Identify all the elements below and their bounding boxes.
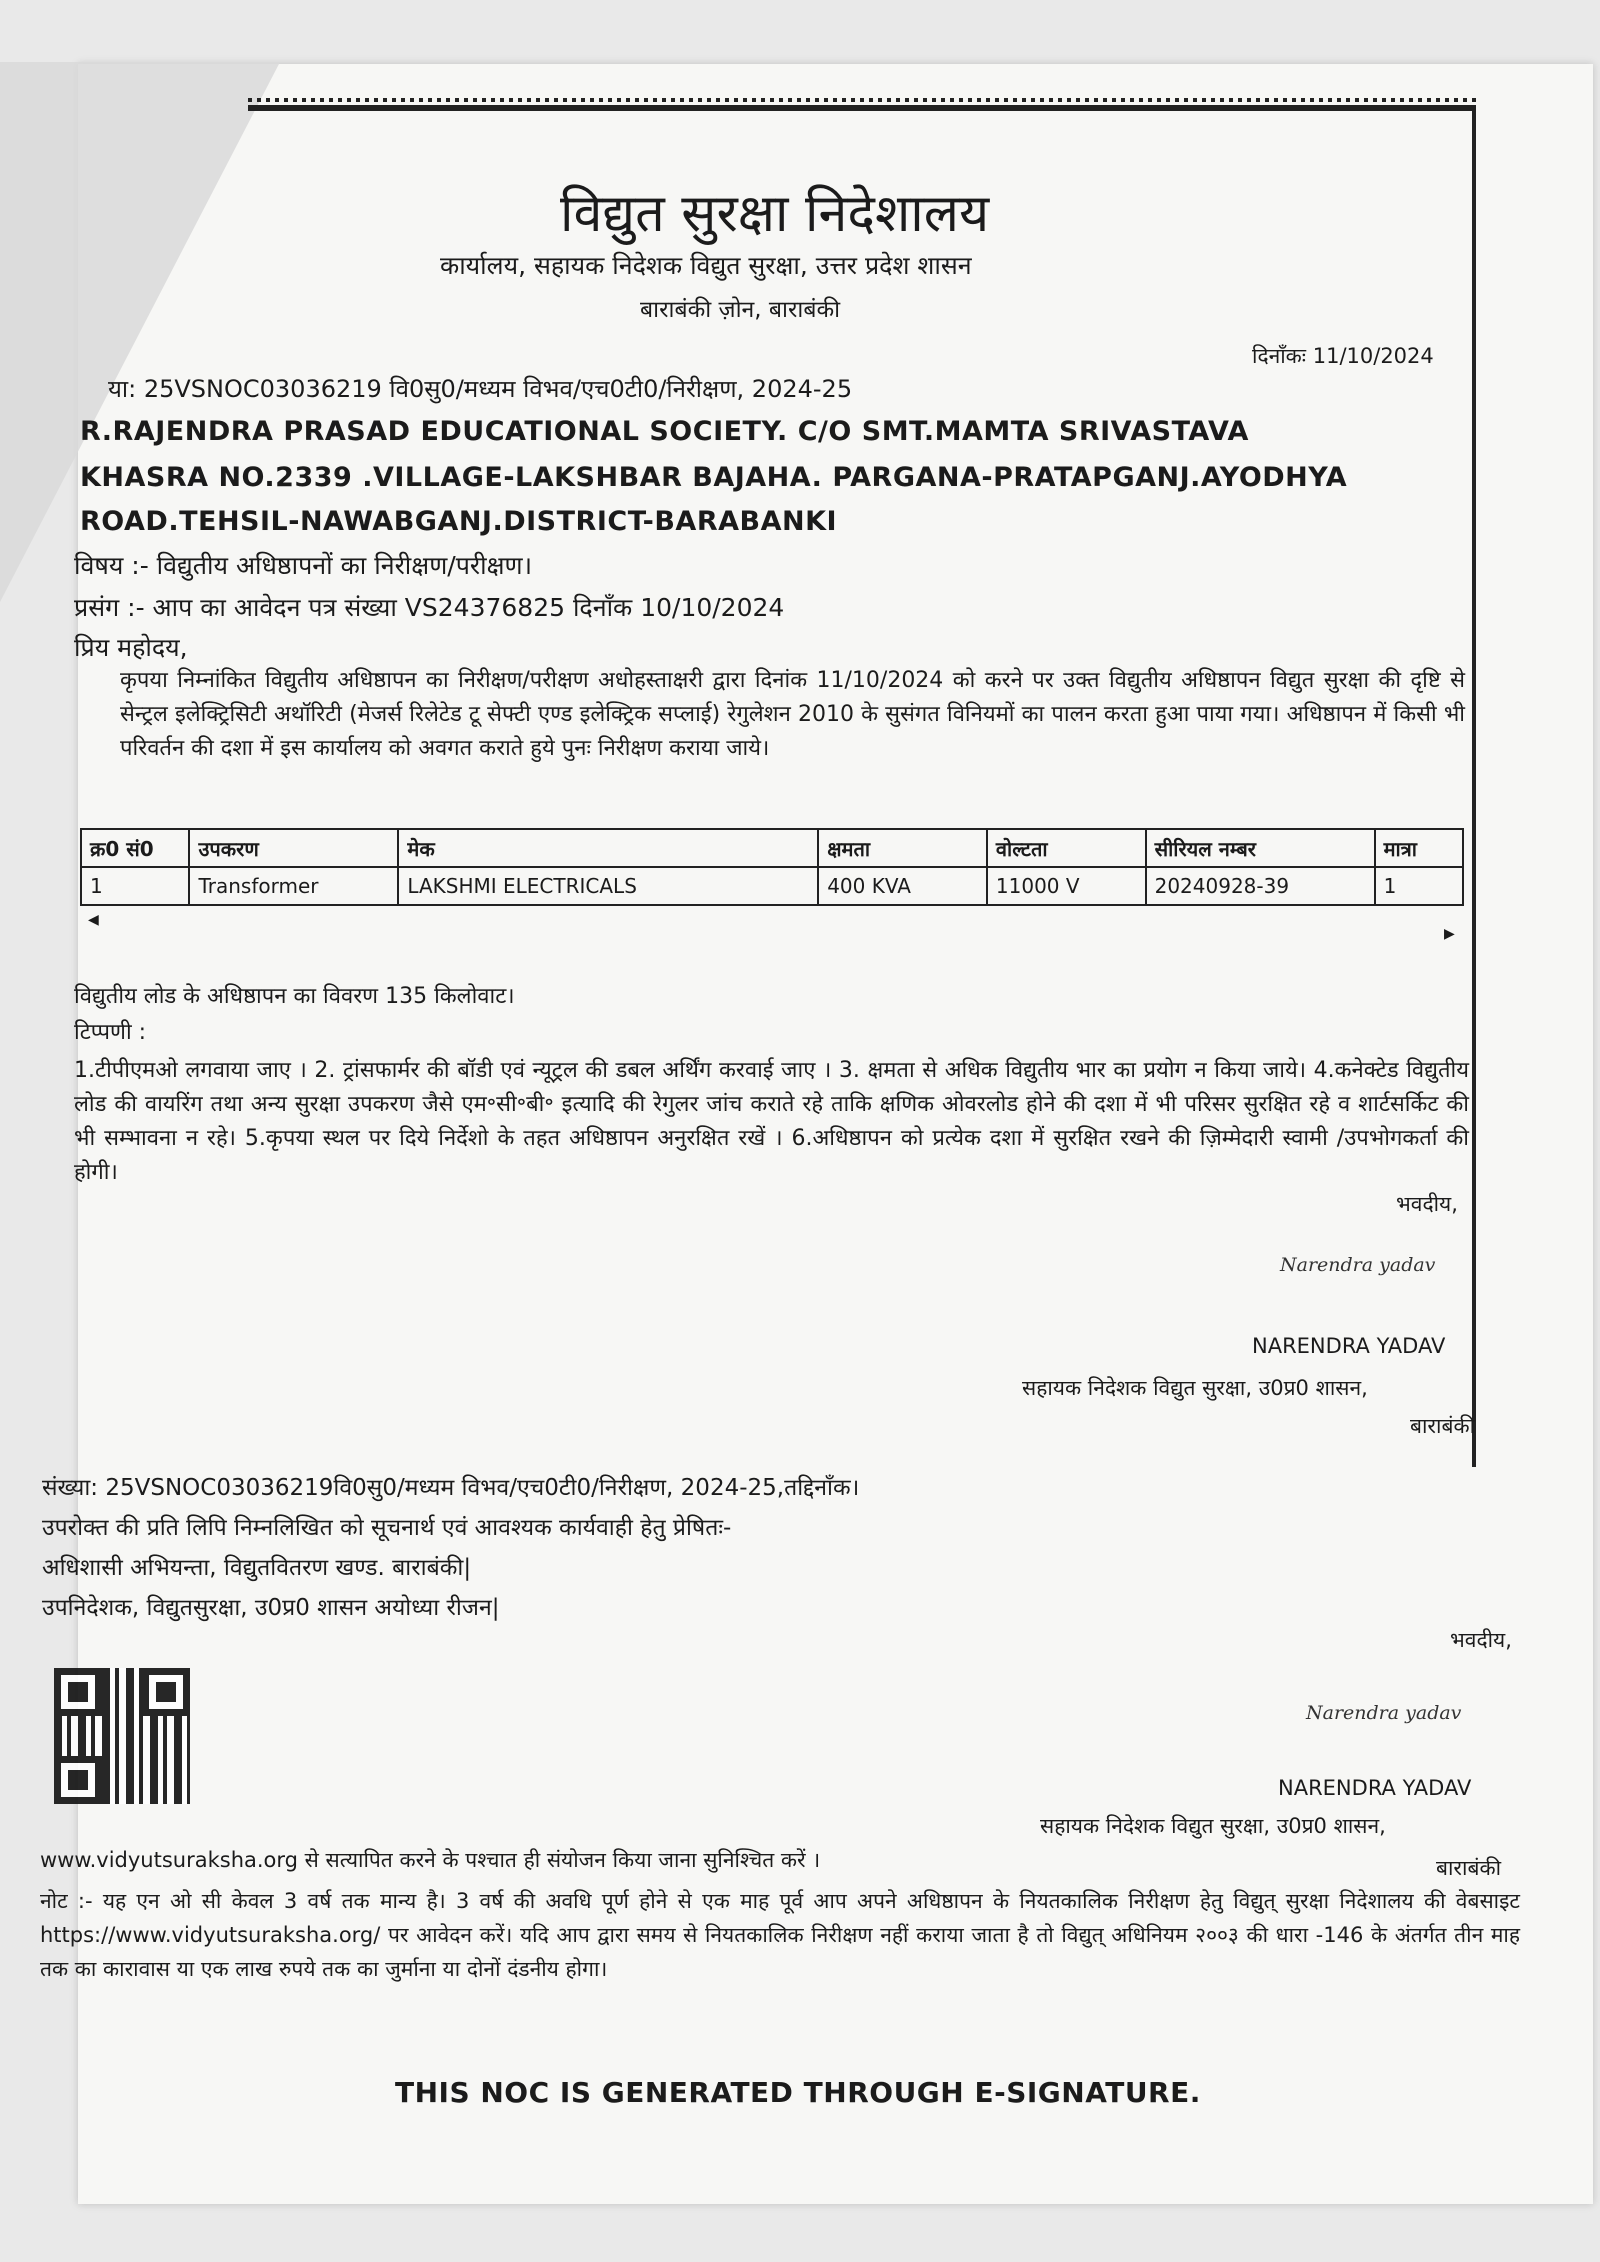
border-perforation — [248, 98, 1478, 102]
handwritten-signature-2: Narendra yadav — [1306, 1702, 1462, 1724]
table-cell: 1 — [81, 867, 189, 905]
scroll-right-arrow-icon: ▶ — [1444, 926, 1455, 942]
handwritten-signature-1: Narendra yadav — [1280, 1254, 1436, 1276]
signatory-place-1: बाराबंकी — [1410, 1414, 1476, 1438]
office-name: कार्यालय, सहायक निदेशक विद्युत सुरक्षा, उत्तर प्रदेश शासन — [440, 251, 972, 280]
table-row — [81, 867, 1463, 905]
copy-recipient: उपनिदेशक, विद्युतसुरक्षा, उ0प्र0 शासन अयोध्या रीजन| — [42, 1595, 500, 1621]
table-header-row — [81, 829, 1463, 867]
copy-reference: संख्या: 25VSNOC03036219वि0सु0/मध्यम विभव/एच0टी0/निरीक्षण, 2024-25,तद्दिनाँक। — [42, 1475, 860, 1501]
salutation: प्रिय महोदय, — [74, 633, 188, 662]
table-cell: 400 KVA — [818, 867, 987, 905]
closing-2: भवदीय, — [1450, 1628, 1512, 1652]
column-header: सीरियल नम्बर — [1146, 829, 1375, 867]
table-cell: Transformer — [189, 867, 398, 905]
department-title: विद्युत सुरक्षा निदेशालय — [560, 184, 990, 244]
subject-line: विषय :- विद्युतीय अधिष्ठापनों का निरीक्षण/परीक्षण। — [74, 551, 533, 580]
remarks-label: टिप्पणी : — [74, 1020, 147, 1045]
column-header: उपकरण — [189, 829, 398, 867]
address-line: ROAD.TEHSIL-NAWABGANJ.DISTRICT-BARABANKI — [80, 506, 838, 537]
table-cell: 20240928-39 — [1146, 867, 1375, 905]
qr-code-icon — [54, 1668, 190, 1804]
signatory-name-1: NARENDRA YADAV — [1252, 1334, 1446, 1358]
column-header: वोल्टता — [987, 829, 1146, 867]
signatory-designation-2: सहायक निदेशक विद्युत सुरक्षा, उ0प्र0 शासन, — [1040, 1814, 1386, 1838]
copy-forward-line: उपरोक्त की प्रति लिपि निम्नलिखित को सूचनार्थ एवं आवश्यक कार्यवाही हेतु प्रेषितः- — [42, 1515, 732, 1541]
table-cell: 11000 V — [987, 867, 1146, 905]
inspection-body: कृपया निम्नांकित विद्युतीय अधिष्ठापन का निरीक्षण/परीक्षण अधोहस्ताक्षरी द्वारा दिनांक 11/10/2024 को करने पर उक्त विद्युतीय अधिष्ठापन विद्युत सुरक्षा की दृष्टि से सेन्ट्रल इलेक्ट्रिसिटी अथॉरिटी (मेजर्स रिलेटेड टू सेफ्टी एण्ड इलेक्ट्रिक सप्लाई) रेगुलेशन 2010 के सुसंगत विनियमों का पालन करता हुआ पाया गया। अधिष्ठापन में किसी भी परिवर्तन की दशा में इस कार्यालय को अवगत कराते हुये पुनः निरीक्षण कराया जाये। — [120, 668, 1465, 761]
table-cell: 1 — [1375, 867, 1463, 905]
validity-note: नोट :- यह एन ओ सी केवल 3 वर्ष तक मान्य है। 3 वर्ष की अवधि पूर्ण होने से एक माह पूर्व आप अपने अधिष्ठापन के नियतकालिक निरीक्षण हेतु विद्युत् सुरक्षा निदेशालय की वेबसाइट https://www.vidyutsuraksha.org/ पर आवेदन करें। यदि आप द्वारा समय से नियतकालिक निरीक्षण नहीं कराया जाता है तो विद्युत् अधिनियम २००३ की धारा -146 के अंतर्गत तीन माह तक का कारावास या एक लाख रुपये तक का जुर्माना या दोनों दंडनीय होगा। — [40, 1889, 1520, 1981]
table-cell: LAKSHMI ELECTRICALS — [398, 867, 818, 905]
signatory-place-2: बाराबंकी — [1436, 1856, 1502, 1880]
load-details: विद्युतीय लोड के अधिष्ठापन का विवरण 135 किलोवाट। — [74, 984, 515, 1009]
column-header: मेक — [398, 829, 818, 867]
column-header: क्षमता — [818, 829, 987, 867]
equipment-table — [80, 828, 1464, 906]
remarks-text: 1.टीपीएमओ लगवाया जाए । 2. ट्रांसफार्मर की बॉडी एवं न्यूट्रल की डबल अर्थिंग करवाई जाए । 3. क्षमता से अधिक विद्युतीय भार का प्रयोग न किया जाये। 4.कनेक्टेड विद्युतीय लोड की वायरिंग तथा अन्य सुरक्षा उपकरण जैसे एम॰सी॰बी॰ इत्यादि की रेगुलर जांच कराते रहे ताकि क्षणिक ओवरलोड होने की दशा में भी परिसर सुरक्षित रहे व शार्टसर्किट की भी सम्भावना न रहे। 5.कृपया स्थल पर दिये निर्देशो के तहत अधिष्ठापन अनुरक्षित रखें । 6.अधिष्ठापन को प्रत्येक दशा में सुरक्षित रखने की ज़िम्मेदारी स्वामी /उपभोगकर्ता की होगी। — [74, 1058, 1469, 1185]
column-header: क्र0 सं0 — [81, 829, 189, 867]
zone-name: बाराबंकी ज़ोन, बाराबंकी — [640, 297, 841, 323]
signatory-designation-1: सहायक निदेशक विद्युत सुरक्षा, उ0प्र0 शासन, — [1022, 1376, 1368, 1400]
verification-notice: www.vidyutsuraksha.org से सत्यापित करने के पश्चात ही संयोजन किया जाना सुनिश्चित करें । — [40, 1848, 821, 1872]
copy-recipient: अधिशासी अभियन्ता, विद्युतवितरण खण्ड. बाराबंकी| — [42, 1555, 472, 1581]
context-line: प्रसंग :- आप का आवेदन पत्र संख्या VS24376825 दिनाँक 10/10/2024 — [74, 593, 785, 622]
address-line: KHASRA NO.2339 .VILLAGE-LAKSHBAR BAJAHA. PARGANA-PRATAPGANJ.AYODHYA — [80, 462, 1348, 493]
letter-date: दिनाँकः 11/10/2024 — [1252, 344, 1434, 368]
scroll-left-arrow-icon: ◀ — [88, 912, 99, 928]
esignature-footer: THIS NOC IS GENERATED THROUGH E-SIGNATURE. — [395, 2076, 1201, 2109]
signatory-name-2: NARENDRA YADAV — [1278, 1776, 1472, 1800]
column-header: मात्रा — [1375, 829, 1463, 867]
closing-1: भवदीय, — [1396, 1192, 1458, 1216]
reference-number: या: 25VSNOC03036219 वि0सु0/मध्यम विभव/एच0टी0/निरीक्षण, 2024-25 — [108, 375, 853, 403]
address-line: R.RAJENDRA PRASAD EDUCATIONAL SOCIETY. C/O SMT.MAMTA SRIVASTAVA — [80, 416, 1249, 447]
